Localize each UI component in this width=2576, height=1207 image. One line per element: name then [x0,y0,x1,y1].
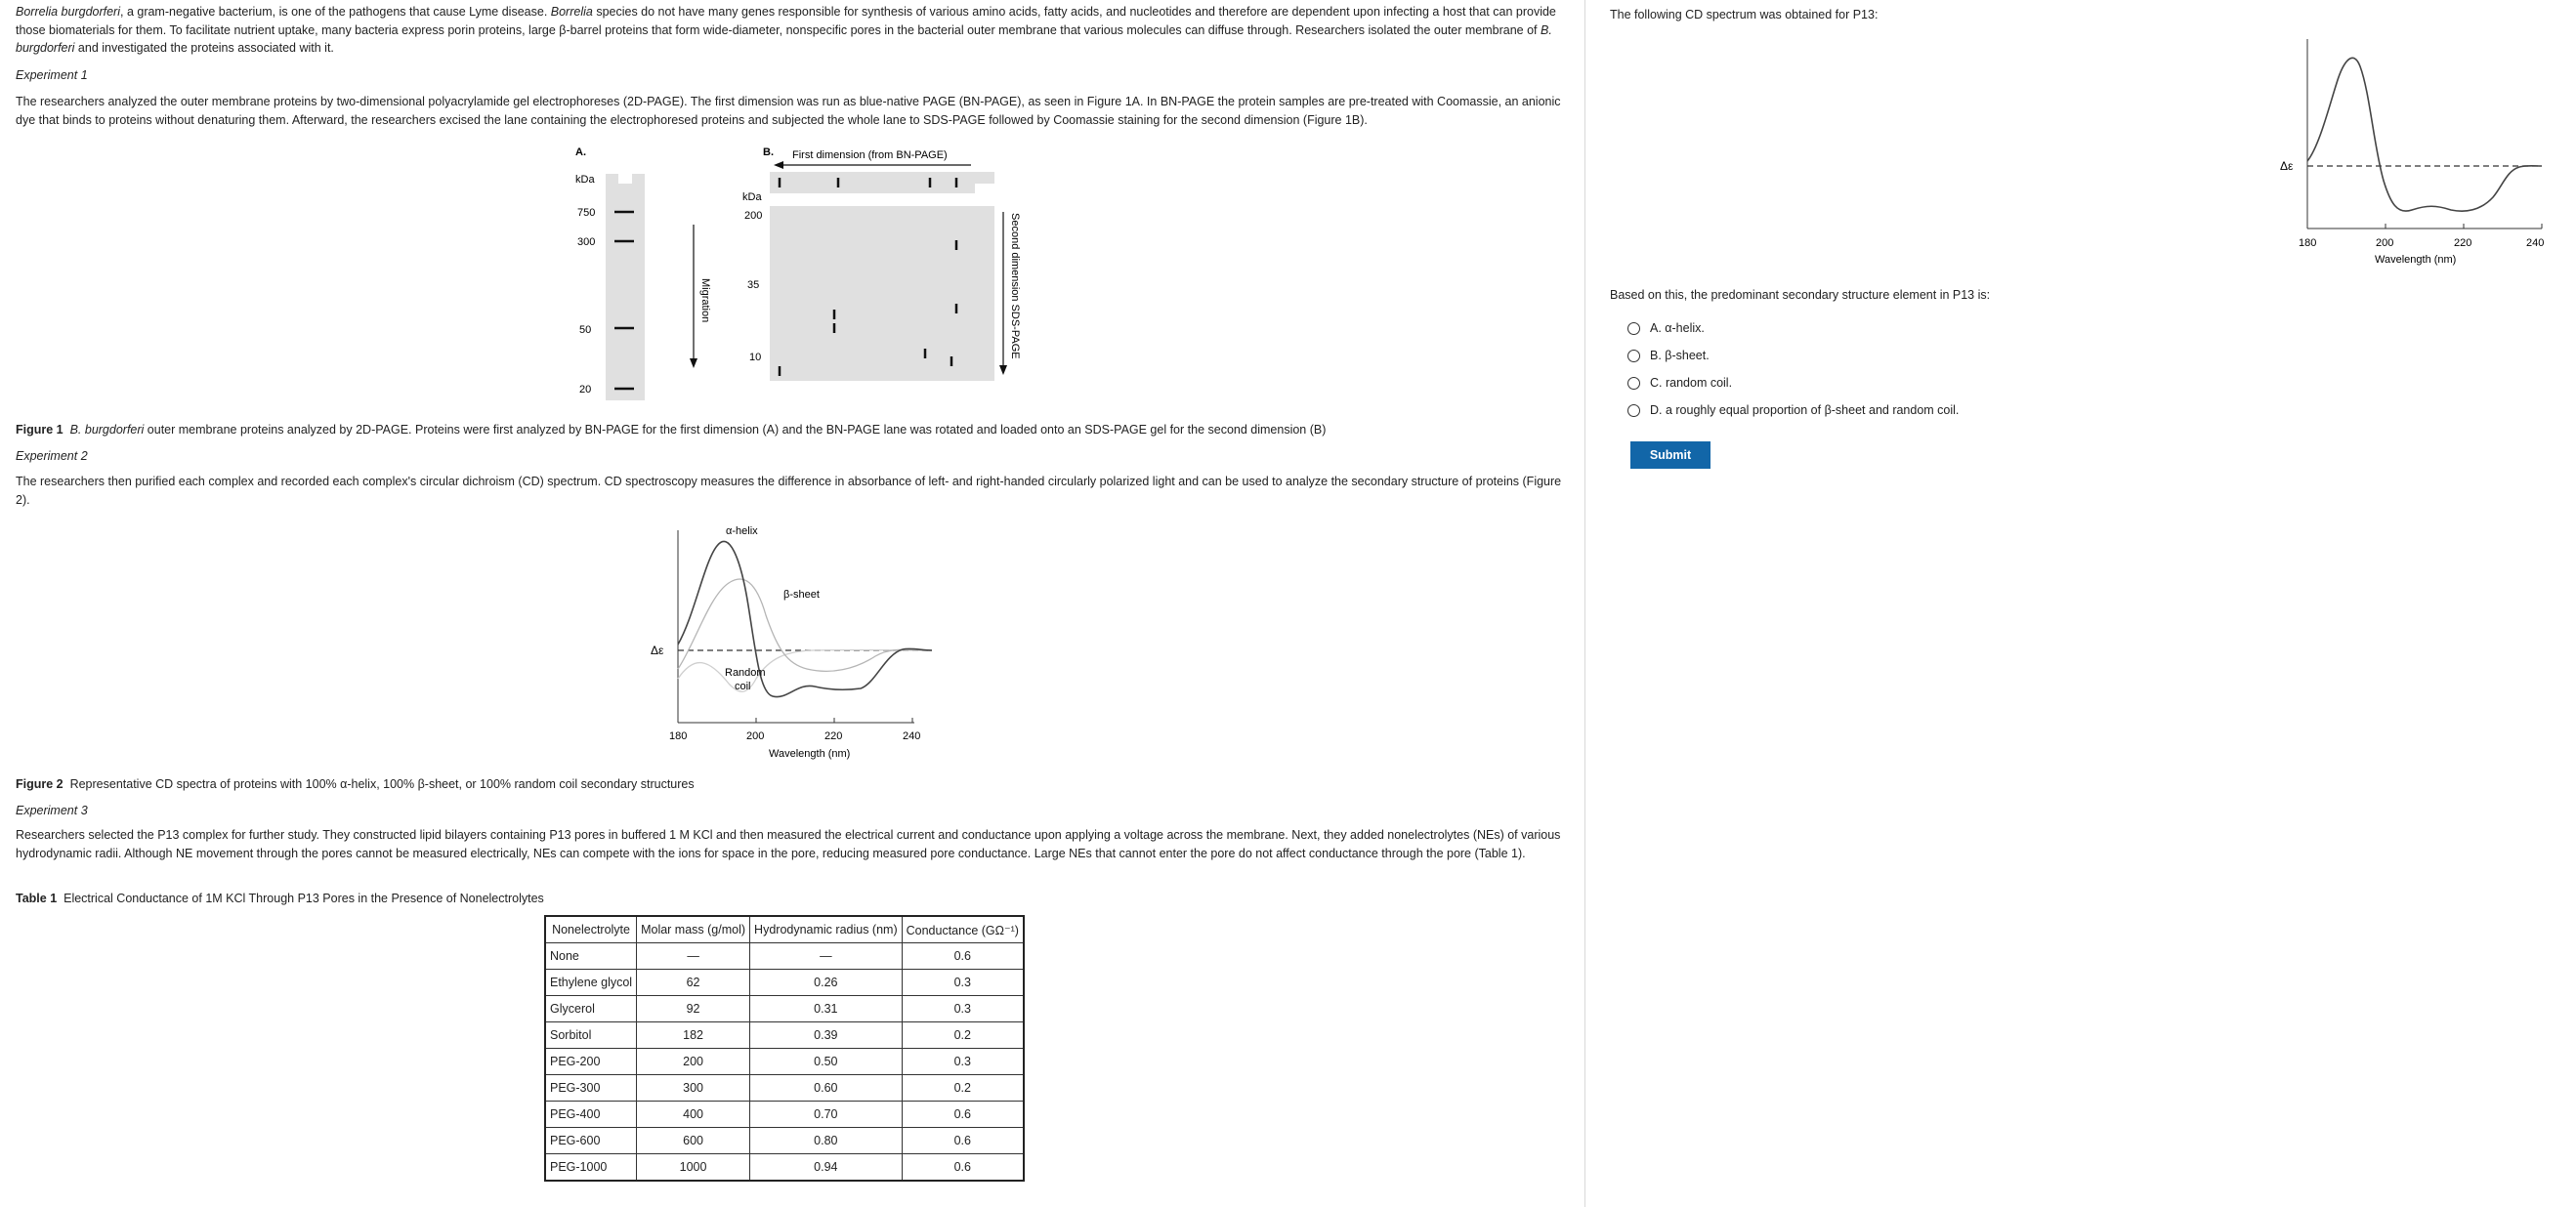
answer-option-d[interactable] [1627,403,1959,417]
table-cell: — [637,943,750,970]
p13-cd-spectrum [2280,39,2544,278]
table-cell: 0.6 [902,1154,1024,1182]
table-cell: 0.6 [902,1128,1024,1154]
table-cell: 0.2 [902,1075,1024,1102]
table-cell: 182 [637,1022,750,1049]
marker-20: 20 [579,384,592,395]
first-dimension-strip [770,172,994,193]
table-cell: 0.3 [902,970,1024,996]
table-header-row [545,916,1024,943]
table-1-caption: Table 1 Electrical Conductance of 1M KCl Through P13 Pores in the Presence of Nonelectrolytes [16,892,544,905]
table-row [545,1102,1024,1128]
col-conductance: Conductance (GΩ⁻¹) [902,916,1024,943]
tick-240: 240 [2526,237,2544,249]
table-cell: 0.3 [902,1049,1024,1075]
kda-label-a: kDa [575,174,595,186]
alpha-helix-label: α-helix [726,525,758,537]
table-cell: — [750,943,903,970]
tick-200: 200 [746,730,765,742]
table-cell: 0.6 [902,943,1024,970]
table-row [545,1075,1024,1102]
answer-option-a[interactable] [1627,321,1705,335]
tick-200: 200 [2376,237,2394,249]
panel-b-label: B. [763,146,774,158]
marker-35: 35 [747,279,760,291]
conductance-table [544,915,1025,1182]
experiment-2-heading: Experiment 2 [16,449,88,463]
table-row [545,996,1024,1022]
table-cell: Glycerol [545,996,637,1022]
table-cell: 92 [637,996,750,1022]
table-cell: 0.3 [902,996,1024,1022]
experiment-1-heading: Experiment 1 [16,68,88,82]
table-row [545,1128,1024,1154]
table-cell: 0.60 [750,1075,903,1102]
beta-sheet-label: β-sheet [783,589,820,601]
table-cell: 0.31 [750,996,903,1022]
option-label: C. random coil. [1650,376,1733,390]
first-dimension-label: First dimension (from BN-PAGE) [792,149,948,161]
radio-icon[interactable] [1627,377,1640,390]
tick-180: 180 [669,730,688,742]
table-cell: 0.26 [750,970,903,996]
question-stem: The following CD spectrum was obtained for P13: [1610,8,1879,21]
table-cell: PEG-400 [545,1102,637,1128]
table-cell: 62 [637,970,750,996]
table-row [545,970,1024,996]
tick-240: 240 [903,730,921,742]
x-axis-label: Wavelength (nm) [769,748,851,760]
option-label: D. a roughly equal proportion of β-sheet and random coil. [1650,403,1960,417]
kda-label-b: kDa [742,191,762,203]
table-cell: 300 [637,1075,750,1102]
table-cell: 0.2 [902,1022,1024,1049]
table-cell: 0.39 [750,1022,903,1049]
table-cell: Ethylene glycol [545,970,637,996]
table-cell: PEG-1000 [545,1154,637,1182]
marker-200: 200 [744,210,763,222]
table-cell: PEG-200 [545,1049,637,1075]
table-cell: 0.50 [750,1049,903,1075]
table-row [545,1049,1024,1075]
col-molar-mass: Molar mass (g/mol) [637,916,750,943]
figure-2-caption: Figure 2 Representative CD spectra of proteins with 100% α-helix, 100% β-sheet, or 100% random coil secondary structures [16,777,695,791]
tick-220: 220 [2454,237,2472,249]
table-row [545,943,1024,970]
marker-750: 750 [577,207,596,219]
table-cell: PEG-300 [545,1075,637,1102]
figure-1 [563,142,1051,400]
tick-220: 220 [824,730,843,742]
table-row [545,1022,1024,1049]
marker-10: 10 [749,352,762,363]
random-coil-curve [678,650,932,692]
radio-icon[interactable] [1627,404,1640,417]
table-cell: 0.6 [902,1102,1024,1128]
table-cell: 1000 [637,1154,750,1182]
bn-page-lane [606,174,645,400]
random-coil-label-2: coil [735,681,751,692]
answer-option-c[interactable] [1627,376,1732,390]
table-cell: Sorbitol [545,1022,637,1049]
strip-notch [975,184,994,193]
y-axis-label: Δε [2280,159,2294,173]
marker-300: 300 [577,236,596,248]
table-cell: 200 [637,1049,750,1075]
migration-label: Migration [699,278,711,323]
tick-180: 180 [2299,237,2317,249]
sds-page-gel [770,206,994,381]
table-cell: 0.70 [750,1102,903,1128]
table-cell: PEG-600 [545,1128,637,1154]
radio-icon[interactable] [1627,350,1640,362]
experiment-3-heading: Experiment 3 [16,804,88,817]
panel-divider [1584,0,1585,1207]
p13-spectrum-curve [2307,58,2542,211]
alpha-helix-curve [678,541,932,696]
y-axis-label: Δε [651,644,664,657]
x-axis-label: Wavelength (nm) [2375,254,2457,266]
option-label: A. α-helix. [1650,321,1705,335]
col-nonelectrolyte: Nonelectrolyte [545,916,637,943]
table-cell: 0.80 [750,1128,903,1154]
table-cell: None [545,943,637,970]
option-label: B. β-sheet. [1650,349,1710,362]
table-row [545,1154,1024,1182]
radio-icon[interactable] [1627,322,1640,335]
figure-2 [651,522,953,767]
table-cell: 600 [637,1128,750,1154]
col-hydrodynamic-radius: Hydrodynamic radius (nm) [750,916,903,943]
panel-a-label: A. [575,146,586,158]
experiment-2-text: The researchers then purified each complex and recorded each complex's circular dichroism (CD) spectrum. CD spectroscopy measures the difference in absorbance of left- and right-handed circularly polarized light and can be used to analyze the secondary structure of proteins (Figure 2). [16,475,1562,507]
submit-button[interactable]: Submit [1630,441,1710,469]
experiment-1-text: The researchers analyzed the outer membrane proteins by two-dimensional polyacrylamide gel electrophoreses (2D-PAGE). The first dimension was run as blue-native PAGE (BN-PAGE), as seen in Figure 1A. In BN-PAGE the protein samples are pre-treated with Coomassie, an anionic dye that binds to proteins without denaturing them. Afterward, the researchers excised the lane containing the electrophoresed proteins and subjected the whole lane to SDS-PAGE followed by Coomassie staining for the second dimension (Figure 1B). [16,95,1561,127]
table-cell: 0.94 [750,1154,903,1182]
random-coil-label: Random [725,667,766,679]
experiment-3-text: Researchers selected the P13 complex for further study. They constructed lipid bilayers containing P13 pores in buffered 1 M KCl and then measured the electrical current and conductance upon applying a voltage across the membrane. Next, they added nonelectrolytes (NEs) of various hydrodynamic radii. Although NE movement through the pores cannot be measured electrically, NEs can compete with the ions for space in the pore, reducing measured pore conductance. Large NEs that cannot enter the pore do not affect conductance through the pore (Table 1). [16,828,1561,860]
marker-50: 50 [579,324,592,336]
figure-1-caption: Figure 1 B. burgdorferi outer membrane proteins analyzed by 2D-PAGE. Proteins were first analyzed by BN-PAGE for the first dimension (A) and the BN-PAGE lane was rotated and loaded onto an SDS-PAGE gel for the second dimension (B) [16,423,1327,437]
answer-option-b[interactable] [1627,349,1710,362]
intro-paragraph: Borrelia burgdorferi, a gram-negative bacterium, is one of the pathogens that cause Lyme disease. Borrelia species do not have many genes responsible for synthesis of various amino acids, fatty acids, and nucleotides and therefore are dependent upon infecting a host that can provide those biomaterials for them. To facilitate nutrient uptake, many bacteria express porin proteins, large β-barrel proteins that form wide-diameter, nonspecific pores in the bacterial outer membrane that various molecules can diffuse through. Researchers isolated the outer membrane of B. burgdorferi and investigated the proteins associated with it. [16,5,1556,55]
table-cell: 400 [637,1102,750,1128]
question-prompt: Based on this, the predominant secondary structure element in P13 is: [1610,288,1991,302]
second-dimension-label: Second dimension SDS-PAGE [1009,213,1021,359]
